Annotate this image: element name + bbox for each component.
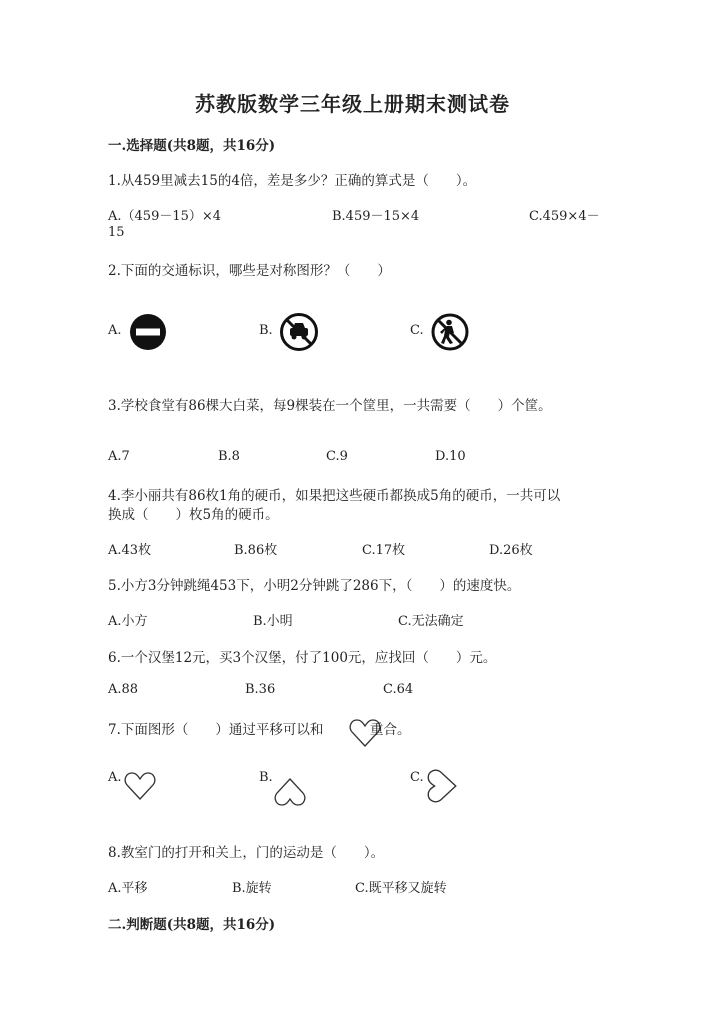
question-3-option-a: A.7 xyxy=(108,449,130,464)
question-8-option-c: C.既平移又旋转 xyxy=(355,881,447,896)
question-1-text: 1.从459里减去15的4倍，差是多少？正确的算式是（ ）。 xyxy=(108,173,477,189)
no-pedestrians-sign-icon xyxy=(431,313,469,355)
question-2-option-c: C. xyxy=(410,323,424,338)
question-2-option-b: B. xyxy=(259,323,273,338)
question-7-option-a: A. xyxy=(108,770,122,785)
question-5-option-a: A.小方 xyxy=(108,614,148,629)
heart-outline-icon xyxy=(424,768,460,808)
question-6-option-b: B.36 xyxy=(245,682,276,697)
question-1-option-c-wrap: 15 xyxy=(108,225,125,240)
no-entry-sign-icon xyxy=(129,313,167,355)
question-4-option-b: B.86枚 xyxy=(234,543,278,558)
question-4-option-d: D.26枚 xyxy=(489,543,533,558)
question-4-option-c: C.17枚 xyxy=(362,543,406,558)
section-heading-judgement: 二.判断题(共8题，共16分) xyxy=(108,917,276,933)
question-3-option-d: D.10 xyxy=(435,449,466,464)
heart-outline-icon xyxy=(122,769,158,807)
page-title: 苏教版数学三年级上册期末测试卷 xyxy=(195,92,510,116)
question-3-option-b: B.8 xyxy=(218,449,240,464)
question-1-option-c: C.459×4－ xyxy=(529,209,600,224)
question-8-option-b: B.旋转 xyxy=(232,881,272,896)
question-3-option-c: C.9 xyxy=(326,449,348,464)
question-8-option-a: A.平移 xyxy=(108,881,148,896)
question-2-option-a: A. xyxy=(108,323,122,338)
question-6-text: 6.一个汉堡12元，买3个汉堡，付了100元，应找回（ ）元。 xyxy=(108,650,497,666)
question-7-text-before: 7.下面图形（ ）通过平移可以和 xyxy=(108,722,324,738)
question-2-text: 2.下面的交通标识，哪些是对称图形？（ ） xyxy=(108,263,391,279)
question-8-text: 8.教室门的打开和关上，门的运动是（ ）。 xyxy=(108,845,385,861)
question-6-option-c: C.64 xyxy=(383,682,414,697)
no-motor-vehicles-sign-icon xyxy=(279,312,319,356)
question-1-option-b: B.459－15×4 xyxy=(332,209,420,224)
question-7-option-b: B. xyxy=(259,770,273,785)
question-5-option-b: B.小明 xyxy=(253,614,293,629)
heart-outline-icon xyxy=(272,775,308,813)
question-5-option-c: C.无法确定 xyxy=(398,614,464,629)
question-3-text: 3.学校食堂有86棵大白菜，每9棵装在一个筐里，一共需要（ ）个筐。 xyxy=(108,398,552,414)
question-4-option-a: A.43枚 xyxy=(108,543,152,558)
question-4-text-line-1: 4.李小丽共有86枚1角的硬币，如果把这些硬币都换成5角的硬币，一共可以 xyxy=(108,488,561,504)
question-7-text-after: 重合。 xyxy=(370,722,411,738)
question-7-option-c: C. xyxy=(410,770,424,785)
question-1-option-a: A.（459－15）×4 xyxy=(108,209,222,224)
question-6-option-a: A.88 xyxy=(108,682,139,697)
question-5-text: 5.小方3分钟跳绳453下，小明2分钟跳了286下，（ ）的速度快。 xyxy=(108,578,521,594)
question-4-text-line-2: 换成（ ）枚5角的硬币。 xyxy=(108,507,279,523)
section-heading-choice: 一.选择题(共8题，共16分) xyxy=(108,138,276,154)
